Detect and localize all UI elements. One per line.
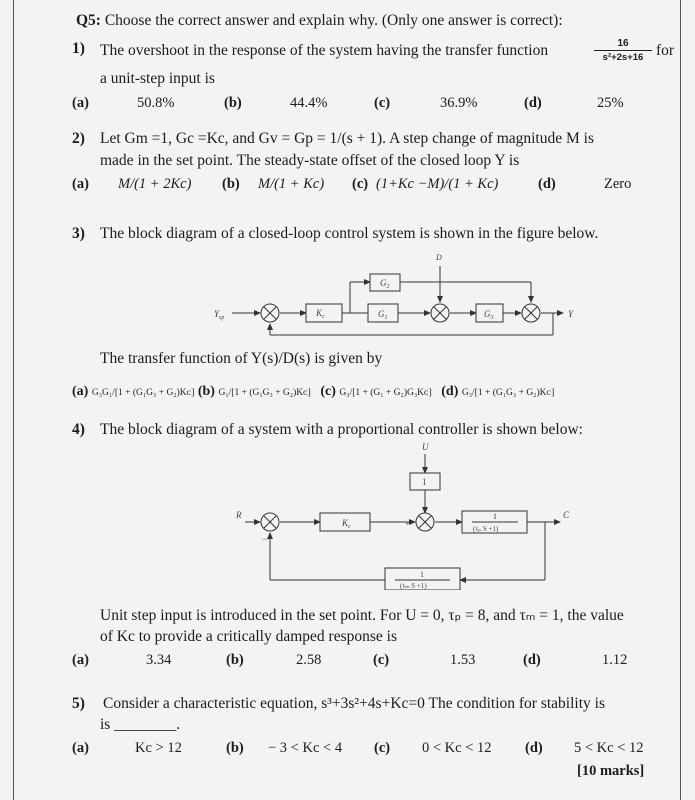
q3-option-c-label: (c)	[320, 384, 336, 399]
page-border-left	[13, 0, 14, 800]
q3-g2-block: $G_2$	[380, 278, 390, 290]
q5-marks: [10 marks]	[577, 763, 645, 779]
q3-output-label: Y	[568, 309, 574, 319]
q4-block-diagram	[0, 440, 695, 590]
q2-line1: Let Gm =1, Gc =Kc, and Gv = Gp = 1/(s + 1). A step change of magnitude M is	[100, 130, 594, 147]
q2-option-c: (1+Kc −M)/(1 + Kc)	[376, 176, 499, 192]
q1-option-b: 44.4%	[290, 95, 328, 111]
q4-plant-numerator: 1	[493, 512, 497, 521]
q4-line2: of Kc to provide a critically damped response is	[100, 628, 397, 645]
q2-line2: made in the set point. The steady-state offset of the closed loop Y is	[100, 152, 520, 169]
q5-line2: is ________.	[100, 716, 181, 733]
q5-option-a-label: (a)	[72, 740, 89, 756]
q1-transfer-function	[594, 38, 652, 63]
q1-suffix: for	[656, 42, 675, 59]
q4-kc-block: $K_c$	[342, 518, 351, 530]
q2-option-b: M/(1 + Kc)	[258, 176, 325, 192]
q5-line1: Consider a characteristic equation, s³+3s²+4s+Kc=0 The condition for stability is	[103, 695, 605, 712]
q4-option-b-label: (b)	[226, 652, 244, 668]
q3-option-c: G₃/[1 + (G₁ + G₂)G₃Kᴄ]	[339, 388, 432, 398]
q3-tf-text: The transfer function of Y(s)/D(s) is given by	[100, 350, 383, 367]
q3-g1-block: $G_1$	[378, 309, 388, 321]
q4-minus-sign: −	[262, 534, 268, 544]
q4-meas-denominator: (τₘ S +1)	[400, 582, 427, 590]
q2-option-b-label: (b)	[222, 176, 240, 192]
q3-block-diagram	[0, 240, 695, 340]
q2-number: 2)	[72, 130, 85, 147]
q4-setpoint-label: R	[236, 510, 242, 520]
q4-option-d: 1.12	[602, 652, 628, 668]
q4-unity-block: 1	[422, 477, 427, 487]
q1-option-a-label: (a)	[72, 95, 89, 111]
q3-g3-block: $G_3$	[484, 309, 494, 321]
q4-meas-numerator: 1	[420, 570, 424, 579]
q3-option-b: G₁/[1 + (G₁G₃ + G₂)Kᴄ]	[218, 388, 311, 398]
q4-plus-sign: +	[405, 519, 410, 528]
q2-option-d-label: (d)	[538, 176, 556, 192]
q1-tf-denominator: s²+2s+16	[602, 52, 644, 63]
q4-option-c-label: (c)	[373, 652, 390, 668]
q3-input-label: $Y_{sp}$	[214, 309, 225, 321]
q1-option-d-label: (d)	[524, 95, 542, 111]
q2-option-a: M/(1 + 2Kc)	[118, 176, 192, 192]
q4-option-d-label: (d)	[523, 652, 541, 668]
q3-text: The block diagram of a closed-loop control system is shown in the figure below.	[100, 225, 599, 242]
q5-option-c-label: (c)	[374, 740, 391, 756]
q4-option-a-label: (a)	[72, 652, 89, 668]
q1-option-d: 25%	[597, 95, 624, 111]
header-text: Choose the correct answer and explain why. (Only one answer is correct):	[104, 12, 563, 29]
q4-line1: Unit step input is introduced in the set point. For U = 0, τₚ = 8, and τₘ = 1, the value	[100, 607, 624, 624]
q1-tf-bar	[594, 50, 652, 51]
q4-option-b: 2.58	[296, 652, 322, 668]
q1-option-c: 36.9%	[440, 95, 478, 111]
q4-output-label: C	[563, 510, 570, 520]
q5-option-d: 5 < Kc < 12	[574, 740, 644, 756]
q1-number: 1)	[72, 40, 85, 57]
q4-plant-denominator: (τₚ S +1)	[473, 525, 499, 533]
q2-option-a-label: (a)	[72, 176, 89, 192]
q3-kc-block: $K_c$	[316, 308, 325, 320]
q2-option-d: Zero	[604, 176, 632, 192]
q4-number: 4)	[72, 421, 85, 438]
q3-option-a: G₃G₁/[1 + (G₁G₃ + G₂)Kᴄ]	[91, 388, 195, 398]
q3-number: 3)	[72, 225, 85, 242]
q5-option-b: − 3 < Kc < 4	[268, 740, 343, 756]
q1-option-b-label: (b)	[224, 95, 242, 111]
q5-option-b-label: (b)	[226, 740, 244, 756]
q5-number: 5)	[72, 695, 85, 712]
q3-option-a-label: (a)	[72, 384, 89, 399]
q1-option-a: 50.8%	[137, 95, 175, 111]
q1-tf-numerator: 16	[617, 38, 629, 49]
q1-line2: a unit-step input is	[100, 70, 215, 87]
q3-option-d: G₃/[1 + (G₁G₃ + G₂)Kᴄ]	[461, 388, 555, 398]
q1-text: The overshoot in the response of the system having the transfer function	[100, 42, 549, 59]
q5-option-c: 0 < Kc < 12	[422, 740, 492, 756]
q5-option-a: Kc > 12	[135, 740, 182, 756]
header-label: Q5:	[76, 12, 101, 29]
q4-text: The block diagram of a system with a proportional controller is shown below:	[100, 421, 583, 438]
q3-disturbance-label: D	[436, 253, 442, 262]
q5-option-d-label: (d)	[525, 740, 543, 756]
q3-options-row	[72, 384, 554, 400]
q4-option-a: 3.34	[146, 652, 172, 668]
q1-option-c-label: (c)	[374, 95, 391, 111]
q2-option-c-label: (c)	[352, 176, 369, 192]
question-header	[76, 12, 563, 30]
q4-option-c: 1.53	[450, 652, 476, 668]
q3-option-b-label: (b)	[197, 384, 215, 399]
q4-load-label: U	[422, 442, 429, 452]
q3-option-d-label: (d)	[441, 384, 459, 399]
page-border-right	[680, 0, 681, 800]
